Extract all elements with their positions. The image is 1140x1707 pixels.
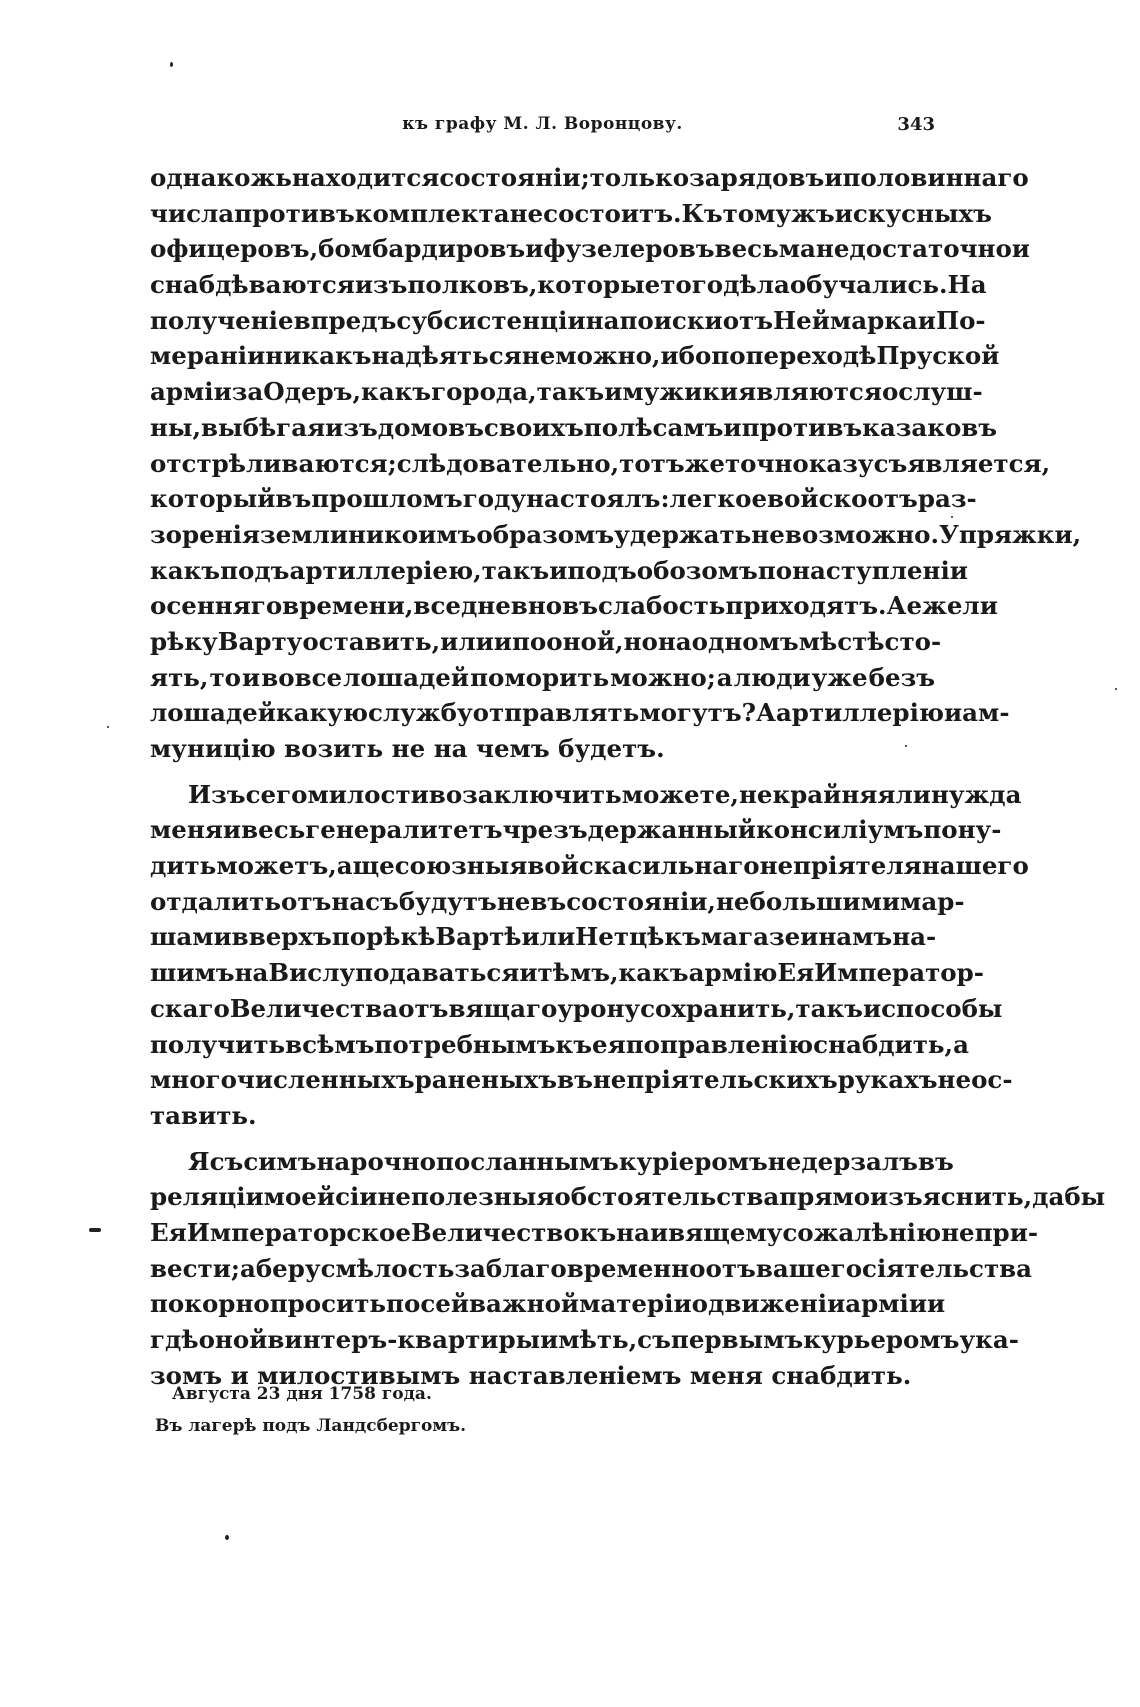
text-line: дить можетъ, аще союзныя войска сильнаго непріятеля нашего: [150, 851, 1029, 881]
scan-speck: [107, 726, 109, 728]
text-line: мераніи никакъ надѣяться не можно, ибо по переходѣ Пруской: [150, 341, 1000, 371]
paragraph: [150, 160, 1082, 767]
scan-speck: [170, 62, 173, 67]
paragraph-gap: [150, 1134, 935, 1144]
letter-body: [150, 160, 1106, 1393]
text-line: отстрѣливаются; слѣдовательно, тотъ же точно казусъ является,: [150, 448, 1051, 478]
text-line: ны, выбѣгая изъ домовъ своихъ по лѣсамъ и противъ казаковъ: [150, 412, 998, 442]
paragraph-gap: [150, 767, 935, 777]
letter-date: Августа 23 дня 1758 года.: [172, 1384, 432, 1404]
page-header: [150, 114, 935, 144]
scan-speck: [905, 745, 907, 747]
text-line: офицеровъ, бомбардировъ и фузелеровъ весьма недостаточно и: [150, 234, 1030, 264]
text-line: тавить.: [150, 1100, 257, 1130]
text-line: однакожь находится состояніи; только зарядовъ и половиннаго: [150, 163, 1029, 192]
text-line: числа противъ комплекта не состоитъ. Къ тому жъ искусныхъ: [150, 198, 992, 228]
text-line: реляціи моей сіи неполезныя обстоятельства прямо изъяснить, дабы: [150, 1182, 1106, 1212]
text-line: многочисленныхъ раненыхъ въ непріятельскихъ рукахъ не ос-: [150, 1065, 1013, 1095]
text-line: ять, то и вовсе лошадей поморить можно; а люди уже безъ: [150, 662, 935, 692]
scan-speck: [1115, 688, 1117, 690]
page-number: 343: [897, 114, 935, 135]
paragraph: [150, 777, 1029, 1134]
text-line: осенняго времени, вседневно въ слабость приходятъ. А ежели: [150, 591, 998, 621]
text-line: Я съ симъ нарочно посланнымъ куріеромъ не дерзалъ въ: [188, 1146, 954, 1176]
text-line: Изъ сего милостиво заключить можете, не крайняя ли нужда: [188, 779, 1022, 809]
text-line: полученіе впредъ субсистенціи на поиски отъ Неймарка и По-: [150, 305, 986, 335]
text-line: покорно просить по сей важной матеріи о движеніи арміи и: [150, 1289, 946, 1319]
scan-speck: [225, 1535, 229, 1540]
text-line: скаго Величества отъ вящаго урону сохранить, такъ и способы: [150, 993, 1003, 1023]
text-line: вести; а беру смѣлость заблаговременно отъ вашего сіятельства: [150, 1253, 1033, 1283]
text-line: муницію возить не на чемъ будетъ.: [150, 734, 665, 763]
text-line: отдалить отъ насъ будутъ не въ состояніи, небольшими мар-: [150, 886, 965, 916]
text-line: получить всѣмъ потребнымъ къ ея поправленію снабдить, а: [150, 1029, 969, 1059]
letter-place: Въ лагерѣ подъ Ландсбергомъ.: [155, 1416, 467, 1436]
text-line: меня и весь генералитетъ чрезъ держанный консиліумъ пону-: [150, 815, 1002, 845]
running-title: къ графу М. Л. Воронцову.: [402, 114, 683, 134]
text-line: Ея Императорское Величество къ наивящему сожалѣнію не при-: [150, 1217, 1039, 1247]
text-line: рѣку Варту оставить, или и по оной, но на одномъ мѣстѣ сто-: [150, 626, 942, 656]
text-line: гдѣ оной винтеръ-квартиры имѣть, съ первымъ курьеромъ ука-: [150, 1325, 1019, 1354]
scan-speck: [951, 516, 953, 518]
dateline: [155, 1378, 467, 1442]
text-line: лошадей какую службу отправлять могутъ? А артиллерію и ам-: [150, 698, 1010, 728]
text-line: арміи за Одеръ, какъ города, такъ и мужики являются ослуш-: [150, 377, 983, 407]
text-line: шимъ на Вислу подаваться и тѣмъ, какъ армію Ея Император-: [150, 958, 984, 988]
text-line: снабдѣваются изъ полковъ, которые того дѣла обучались. На: [150, 270, 987, 300]
text-line: какъ подъ артиллеріею, такъ и подъ обозомъ по наступленіи: [150, 555, 968, 585]
text-line: который въ прошломъ году настоялъ: легкое войско отъ раз-: [150, 484, 977, 514]
scan-speck: [89, 1228, 101, 1232]
text-line: зоренія земли никоимъ образомъ удержать не возможно. Упряжки,: [150, 519, 1082, 549]
text-line: шами вверхъ по рѣкѣ Вартѣ или Нетцѣ къ магазеинамъ на-: [150, 922, 937, 952]
paragraph: [150, 1144, 1106, 1394]
text-line: зомъ и милостивымъ наставленіемъ меня снабдить.: [150, 1360, 912, 1390]
